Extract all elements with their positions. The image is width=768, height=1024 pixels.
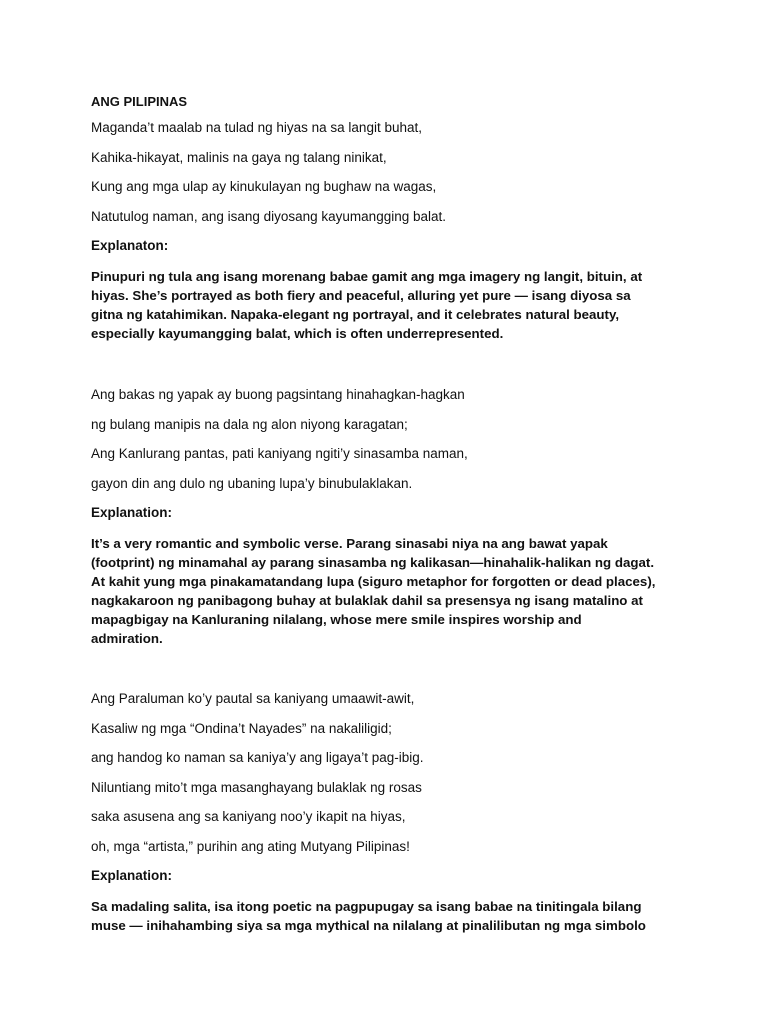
- verse-line: Ang Paraluman ko’y pautal sa kaniyang umaawit-awit,: [91, 691, 415, 706]
- verse-line: Kahika-hikayat, malinis na gaya ng talang ninikat,: [91, 149, 387, 165]
- explanation-line: gitna ng katahimikan. Napaka-elegant ng portrayal, and it celebrates natural beauty,: [91, 307, 620, 322]
- explanation-line: (footprint) ng minamahal ay parang sinasamba ng kalikasan—hinahalik-halikan ng dagat.: [91, 555, 655, 570]
- explanation-text: [91, 897, 681, 935]
- explanation-line: mapagbigay na Kanluraning nilalang, whose mere smile inspires worship and: [91, 612, 582, 627]
- stanza-3: [91, 691, 681, 855]
- explanation-label: Explanation:: [91, 505, 173, 520]
- verse-line: Kasaliw ng mga “Ondina’t Nayades” na nakaliligid;: [91, 720, 392, 736]
- explanation-line: especially kayumangging balat, which is often underrepresented.: [91, 326, 504, 341]
- section-spacer: [91, 343, 681, 387]
- explanation-line: Pinupuri ng tula ang isang morenang babae gamit ang mga imagery ng langit, bituin, at: [91, 269, 643, 284]
- verse-line: oh, mga “artista,” purihin ang ating Mutyang Pilipinas!: [91, 838, 410, 854]
- section-spacer: [91, 648, 681, 691]
- verse-line: Kung ang mga ulap ay kinukulayan ng bughaw na wagas,: [91, 179, 437, 194]
- explanation-line: It’s a very romantic and symbolic verse. Parang sinasabi niya na ang bawat yapak: [91, 536, 608, 551]
- verse-line: saka asusena ang sa kaniyang noo’y ikapit na hiyas,: [91, 809, 406, 824]
- stanza-1: [91, 120, 681, 225]
- explanation-line: hiyas. She’s portrayed as both fiery and peaceful, alluring yet pure — isang diyosa sa: [91, 288, 631, 303]
- verse-line: ang handog ko naman sa kaniya’y ang ligaya’t pag-ibig.: [91, 750, 424, 765]
- explanation-line: muse — inihahambing siya sa mga mythical na nilalang at pinalilibutan ng mga simbolo: [91, 918, 646, 933]
- verse-line: gayon din ang dulo ng ubaning lupa’y binubulaklakan.: [91, 475, 413, 491]
- explanation-line: nagkakaroon ng panibagong buhay at bulaklak dahil sa presensya ng isang matalino at: [91, 593, 643, 608]
- explanation-text: [91, 267, 681, 343]
- verse-line: Ang Kanlurang pantas, pati kaniyang ngiti’y sinasamba naman,: [91, 446, 468, 461]
- verse-line: Maganda’t maalab na tulad ng hiyas na sa langit buhat,: [91, 120, 422, 135]
- explanation-line: admiration.: [91, 631, 163, 646]
- explanation-label: Explanaton:: [91, 238, 169, 253]
- explanation-line: Sa madaling salita, isa itong poetic na pagpupugay sa isang babae na tinitingala bilang: [91, 899, 642, 914]
- document-body: [91, 94, 681, 935]
- explanation-line: At kahit yung mga pinakamatandang lupa (siguro metaphor for forgotten or dead places),: [91, 574, 656, 589]
- verse-line: Niluntiang mito’t mga masanghayang bulaklak ng rosas: [91, 779, 422, 795]
- verse-line: Ang bakas ng yapak ay buong pagsintang hinahagkan-hagkan: [91, 387, 465, 402]
- page-title: ANG PILIPINAS: [91, 94, 188, 109]
- stanza-2: [91, 387, 681, 492]
- verse-line: ng bulang manipis na dala ng alon niyong karagatan;: [91, 416, 408, 432]
- explanation-label: Explanation:: [91, 868, 173, 883]
- verse-line: Natutulog naman, ang isang diyosang kayumangging balat.: [91, 208, 446, 224]
- explanation-text: [91, 534, 681, 648]
